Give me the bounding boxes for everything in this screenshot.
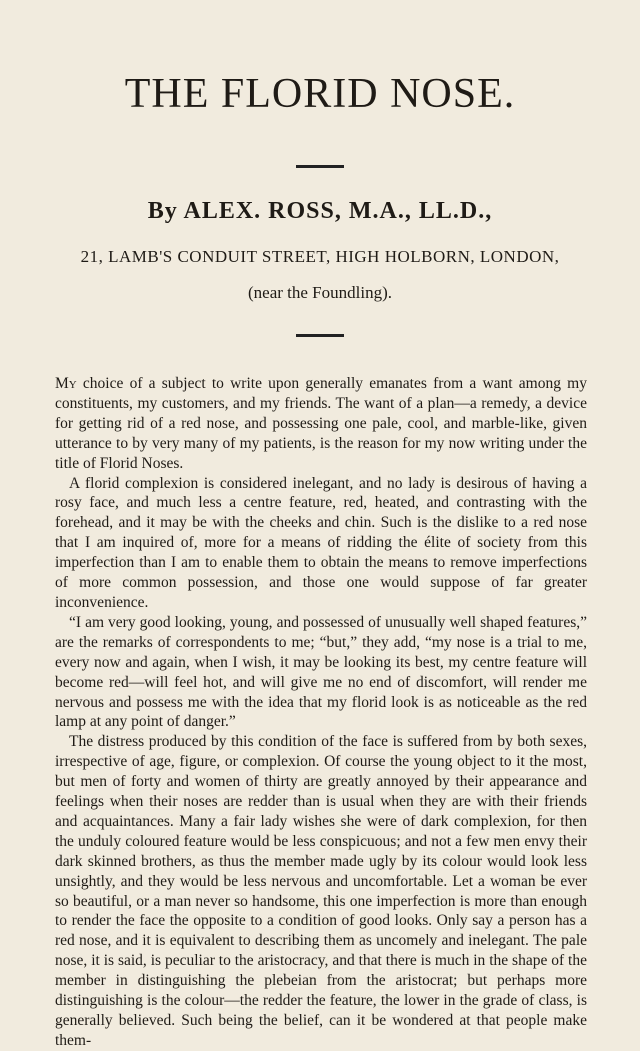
paragraph-text: choice of a subject to write upon generally emanates from a want among my constituents, my customers, and my friends. The want of a plan—a remedy, a device for getting rid of a red nose, and possessing one pale, cool, and marble-like, given utterance to by very many of my patients, is the reason for my now writing under the title of Florid Noses.: [55, 375, 587, 472]
author-address: 21, LAMB'S CONDUIT STREET, HIGH HOLBORN, LONDON,: [80, 247, 560, 266]
address-note: (near the Foundling).: [248, 283, 392, 302]
author-byline: By ALEX. ROSS, M.A., LL.D.,: [147, 198, 493, 224]
paragraph: [55, 732, 587, 1051]
section-divider: [296, 334, 344, 337]
paragraph: [55, 374, 587, 474]
article-body: [55, 374, 587, 1051]
title-divider: [296, 165, 344, 168]
paragraph-text: A florid complexion is considered inelegant, and no lady is desirous of having a rosy face, and much less a centre feature, red, heated, and contrasting with the forehead, and it may be with the cheeks and chin. Such is the dislike to a red nose that I am inquired of, more for a means of ridding the élite of society from this imperfection than I am to enable them to obtain the means to remove imperfections of more common possession, and those one would suppose of far greater inconvenience.: [55, 474, 587, 611]
paragraph-lead: My: [55, 375, 77, 392]
paragraph-text: “I am very good looking, young, and possessed of unusually well shaped features,” are the remarks of correspondents to me; “but,” they add, “my nose is a trial to me, every now and again, when I wish, it may be looking its best, my centre feature will become red—will feel hot, and will give me no end of discomfort, will render me nervous and possess me with the idea that my florid look is as noticeable as the red lamp at any point of danger.”: [55, 613, 587, 731]
page-title: THE FLORID NOSE.: [124, 71, 516, 117]
paragraph-text: The distress produced by this condition of the face is suffered from by both sexes, irrespective of age, figure, or complexion. Of course the young object to it the most, but men of forty and women of thirty are greatly annoyed by their appearance and feelings when their noses are redder than is usual when they are with their friends and acquaintances. Many a fair lady wishes she were of dark complexion, for then the unduly coloured feature would be less conspicuous; and not a few men envy their dark skinned brothers, as thus the member made ugly by its colour would look less unsightly, and they would be less nervous and uncomfortable. Let a woman be ever so beautiful, or a man never so handsome, this one imperfection is more than enough to render the face the opposite to a condition of good looks. Only say a person has a red nose, and it is equivalent to describing them as uncomely and inelegant. The pale nose, it is said, is peculiar to the aristocracy, and that there is much in the shape of the member in distinguishing the plebeian from the aristocrat; but perhaps more distinguishing is the colour—the redder the feature, the lower in the grade of class, is generally believed. Such being the belief, can it be wondered at that people make them-: [55, 733, 587, 1049]
paragraph: [55, 474, 587, 613]
paragraph: [55, 613, 587, 732]
